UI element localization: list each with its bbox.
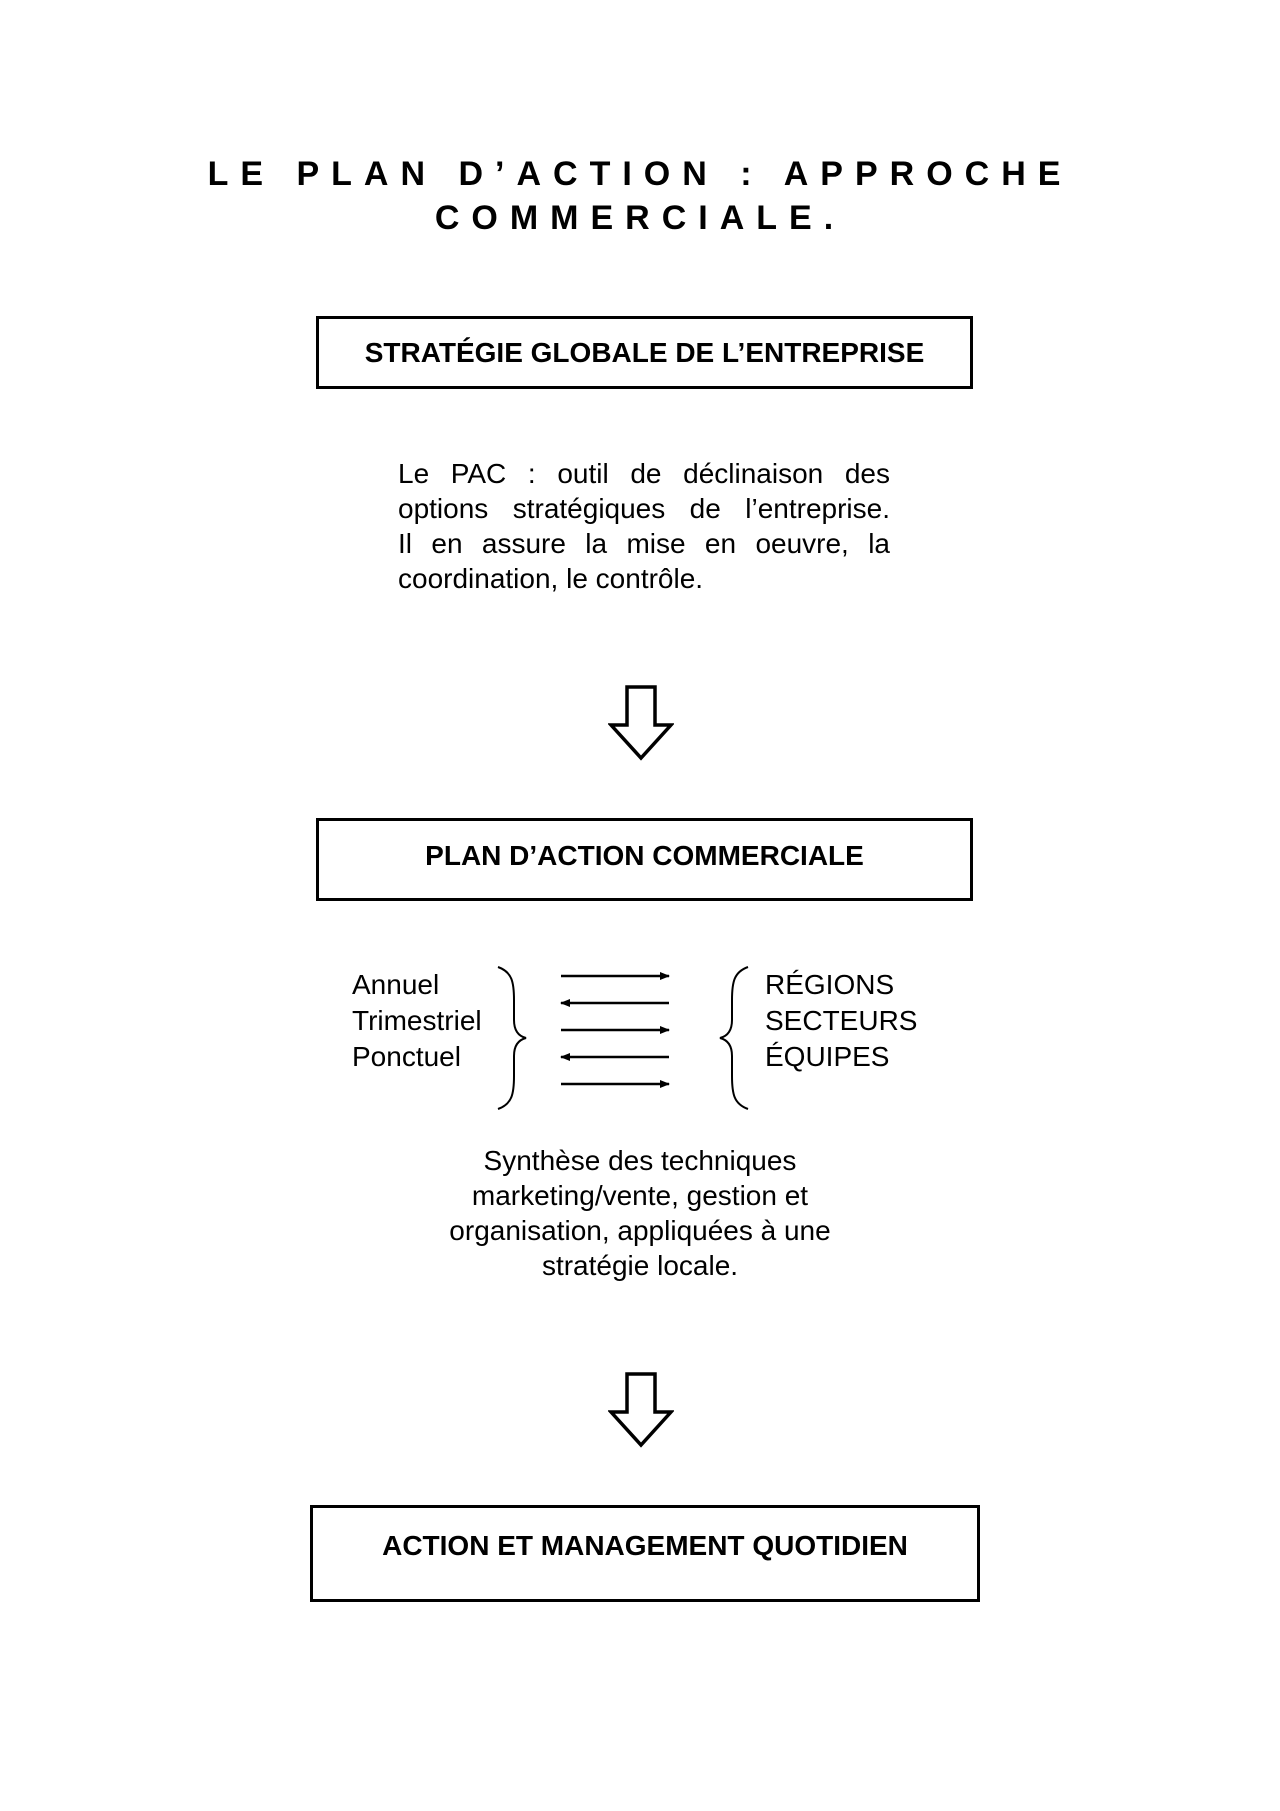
pac-description <box>398 456 890 596</box>
period-item: Trimestriel <box>352 1005 482 1036</box>
synthesis-line: organisation, appliquées à une <box>449 1215 831 1246</box>
scope-list <box>765 967 917 1075</box>
pac-description-line: Il en assure la mise en oeuvre, la <box>398 528 890 559</box>
period-list <box>352 967 482 1075</box>
pac-box-label: PLAN D’ACTION COMMERCIALE <box>425 839 864 871</box>
left-curly-brace-icon <box>720 967 748 1109</box>
scope-item: RÉGIONS <box>765 969 895 1000</box>
down-arrow-icon <box>608 685 674 761</box>
synthesis-line: stratégie locale. <box>541 1250 739 1281</box>
right-curly-brace-icon <box>498 967 526 1109</box>
strategy-box-label: STRATÉGIE GLOBALE DE L’ENTREPRISE <box>364 336 925 368</box>
synthesis-line: marketing/vente, gestion et <box>471 1180 809 1211</box>
scope-item: SECTEURS <box>765 1005 918 1036</box>
period-item: Ponctuel <box>352 1041 461 1072</box>
strategy-box <box>316 316 973 389</box>
exchange-diagram <box>490 960 790 1115</box>
synthesis-text <box>380 1143 900 1283</box>
action-box <box>310 1505 980 1602</box>
action-box-label: ACTION ET MANAGEMENT QUOTIDIEN <box>382 1529 908 1561</box>
pac-description-line: Le PAC : outil de déclinaison des <box>398 458 890 489</box>
down-arrow-icon <box>608 1372 674 1448</box>
pac-description-line: coordination, le contrôle. <box>398 563 704 594</box>
page-title-line-1: LE PLAN D’ACTION : APPROCHE <box>207 155 1073 193</box>
pac-description-line: options stratégiques de l’entreprise. <box>398 493 890 524</box>
page-title-line-2: COMMERCIALE. <box>434 199 846 237</box>
synthesis-line: Synthèse des techniques <box>483 1145 797 1176</box>
period-item: Annuel <box>352 969 440 1000</box>
scope-item: ÉQUIPES <box>765 1041 890 1072</box>
pac-box <box>316 818 973 901</box>
